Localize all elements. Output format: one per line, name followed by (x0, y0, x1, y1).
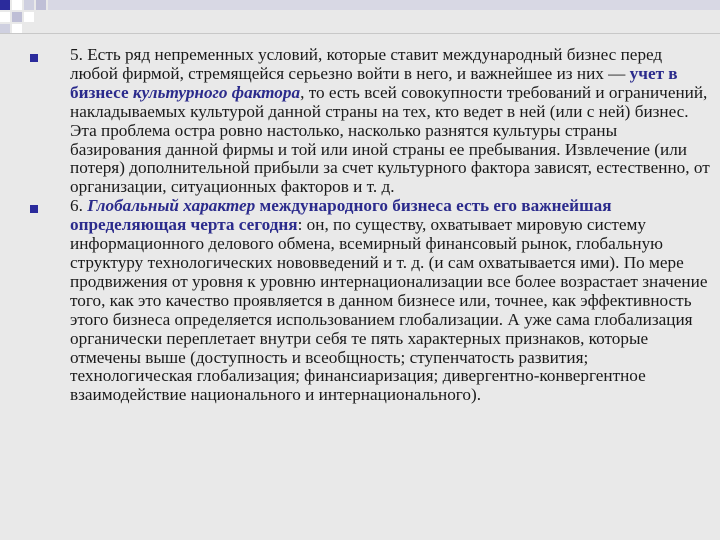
decor-square (24, 12, 34, 22)
square-bullet-icon (30, 54, 38, 62)
header-decoration (0, 0, 720, 40)
text-run: : он, по существу, охватывает мировую систему информационного делового обмена, всемирный финансовый рынок, глобальную структуру технологических нововведений и т. д. (и сам охватывается ими). По мере продвижения от уровня к уровню интернационализации все более возрастает значение того, как это качество проявляется в данном бизнесе или, точнее, как эффективность этого бизнеса определяется использованием глобализации. А уже сама глобализация органически переплетает внутри себя те пять характерных признаков, которые отмечены выше (доступность и всеобщность; ступенчатость развития; технологическая глобализация; финансиаризация; дивергентно-конвергентное взаимодействие национального и интернационального). (70, 215, 708, 405)
text-run: , то есть всей совокупности требований и ограничений, накладываемых культурой данной страны на тех, кто ведет в ней (или с ней) бизнес. Эта проблема остра ровно настолько, насколько разнятся культуры страны базирования данной фирмы и той или иной страны ее пребывания. Извлечение (или потеря) дополнительной прибыли за счет культурного фактора зависят, естественно, от организации, ситуационных факторов и т. д. (70, 82, 710, 197)
paragraph-6 (70, 197, 710, 405)
decor-square (0, 12, 10, 22)
decor-square (24, 0, 34, 10)
decor-square (0, 0, 10, 10)
list-item (30, 197, 710, 405)
decor-square (36, 0, 46, 10)
decor-square (12, 0, 22, 10)
square-bullet-icon (30, 205, 38, 213)
highlight-text: международного бизнеса есть его важнейшая определяющая черта сегодня (70, 196, 612, 235)
highlight-text: учет в бизнесе (70, 63, 678, 102)
slide-content (30, 46, 710, 405)
text-run: 5. Есть ряд непременных условий, которые ставит международный бизнес перед любой фирмой, стремящейся серьезно войти в него, и важнейшее из них — (70, 45, 663, 83)
paragraph-5 (70, 46, 710, 197)
header-divider (0, 33, 720, 34)
highlight-italic-text: культурного фактора (132, 82, 301, 102)
decor-square (12, 12, 22, 22)
decor-square (48, 0, 720, 10)
highlight-italic-text: Глобальный характер (87, 196, 256, 216)
text-run: 6. (70, 196, 88, 216)
list-item (30, 46, 710, 197)
